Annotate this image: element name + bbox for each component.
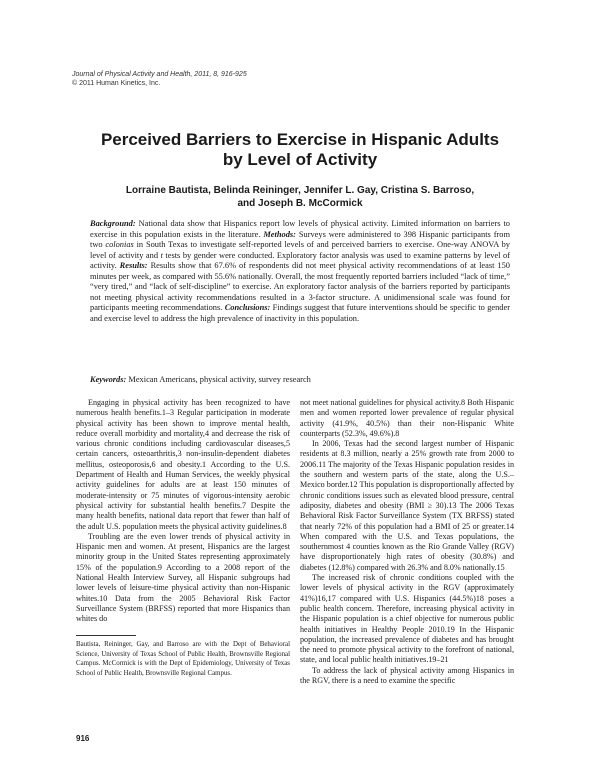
author-line-1: Lorraine Bautista, Belinda Reininger, Jennifer L. Gay, Cristina S. Barroso,: [125, 185, 475, 196]
body-column-left: [76, 398, 290, 625]
abstract: [90, 219, 510, 324]
abstract-results-text: Results show that 67.6% of respondents did not meet physical activity recommendations of at least 150 minutes per week, as compared with 55.6% nationally. Overall, the most frequently reported barriers included “lack of time,” “very tired,” and “lack of self-discipline” to exercise. An exploratory factor analysis of the barriers reported by participants not meeting physical activity recommendations resulted in a 3-factor structure. A unidimensional scale was found for participants meeting recommendations.: [90, 261, 510, 312]
copyright-line: © 2011 Human Kinetics, Inc.: [72, 80, 161, 88]
abstract-methods-label: Methods:: [263, 229, 296, 239]
abstract-methods-text-b: in South Texas to investigate self-reported levels of and perceived barriers to exercise. One-way ANOVA by level of activity and: [90, 240, 510, 260]
author-list: [80, 184, 520, 210]
author-affiliation-footnote: Bautista, Reininger, Gay, and Barroso are with the Dept of Behavioral Science, University of Texas School of Public Health, Brownsville Regional Campus. McCormick is with the Dept of Epidemiology, University of Texas School of Public Health, Brownsville Regional Campus.: [76, 641, 290, 677]
keywords-text: Mexican Americans, physical activity, survey research: [126, 375, 311, 384]
keywords: [90, 375, 510, 386]
abstract-paragraph: [90, 219, 510, 324]
author-line-2: and Joseph B. McCormick: [237, 198, 363, 209]
abstract-background-text: National data show that Hispanics report low levels of physical activity. Limited information on barriers to exercise in this population exists in the literature.: [90, 219, 510, 239]
body-paragraph: In 2006, Texas had the second largest number of Hispanic residents at 8.3 million, nearly a 25% growth rate from 2000 to 2006.11 The majority of the Texas Hispanic population resides in the southern and western parts of the state, along the U.S.–Mexico border.12 This population is disproportionally affected by chronic conditions issues such as elevated blood pressure, central adiposity, diabetes and obesity (BMI ≥ 30).13 The 2006 Texas Behavioral Risk Factor Surveillance System (TX BRFSS) stated that nearly 72% of this population had a BMI of 25 or greater.14 When compared with the U.S. and Texas populations, the southernmost 4 counties known as the Rio Grande Valley (RGV) have disproportionately high rates of obesity (30.8%) and diabetes (12.8%) compared with 26.3% and 8.0% nationally.15: [300, 439, 514, 572]
journal-header: [72, 70, 372, 89]
footnote-divider: [76, 635, 136, 636]
keywords-label: Keywords:: [90, 375, 127, 384]
body-column-right: [300, 398, 514, 686]
abstract-results-label: Results:: [119, 261, 148, 270]
body-paragraph: not meet national guidelines for physical activity.8 Both Hispanic men and women reported lower prevalence of regular physical activity (41.9%, 40.5%) than their non-Hispanic White counterparts (52.3%, 49.6%).8: [300, 398, 514, 438]
abstract-conclusions-label: Conclusions:: [224, 303, 271, 312]
article-title-line-1: Perceived Barriers to Exercise in Hispanic Adults: [100, 130, 500, 149]
abstract-conclusions-text: Findings suggest that future interventions should be specific to gender and exercise level to address the high prevalence of inactivity in this population.: [90, 303, 510, 323]
body-paragraph: Engaging in physical activity has been recognized to have numerous health benefits.1–3 Regular participation in moderate physical activity has been shown to improve mental health, reduce overall morbidity and mortality,4 and decrease the risk of various chronic conditions including cardiovascular diseases,5 certain cancers, osteoarthritis,3 non-insulin-dependent diabetes mellitus, osteoporosis,6 and obesity.1 According to the U.S. Department of Health and Human Services, the weekly physical activity guidelines for adults are at least 150 minutes of moderate-intensity or 75 minutes of vigorous-intensity aerobic physical activity for substantial health benefits.7 Despite the many health benefits, national data report that fewer than half of the adult U.S. population meets the physical activity guidelines.8: [76, 398, 290, 531]
article-title-line-2: by Level of Activity: [222, 150, 378, 169]
body-paragraph: Troubling are the even lower trends of physical activity in Hispanic men and women. At present, Hispanics are the largest minority group in the United States representing approximately 15% of the population.9 According to a 2008 report of the National Health Interview Survey, all Hispanic subgroups had lower levels of leisure-time physical activity than non-Hispanic whites.10 Data from the 2005 Behavioral Risk Factor Surveillance System (BRFSS) reported that more Hispanics than whites do: [76, 531, 290, 624]
abstract-methods-text-c: tests by gender were conducted. Exploratory factor analysis was used to examine patterns by level of activity.: [90, 250, 510, 270]
abstract-methods-text-a: Surveys were administered to 398 Hispanic participants from two: [90, 229, 510, 249]
abstract-methods-italic-colonias: colonias: [105, 240, 134, 249]
article-title: [60, 130, 540, 170]
body-paragraph: To address the lack of physical activity among Hispanics in the RGV, there is a need to examine the specific: [300, 665, 514, 686]
body-paragraph: The increased risk of chronic conditions coupled with the lower levels of physical activity in the RGV (approximately 41%)16,17 compared with U.S. Hispanics (44.5%)18 poses a public health concern. Therefore, increasing physical activity in the Hispanic population is a chief objective for numerous public health initiatives in Healthy People 2010.19 In the Hispanic population, the increased prevalence of diabetes and has brought the need to promote physical activity to the forefront of national, state, and local public health initiatives.19–21: [300, 573, 514, 665]
abstract-background-label: Background:: [90, 219, 136, 228]
journal-citation: Journal of Physical Activity and Health, 2011, 8, 916-925: [72, 71, 247, 78]
abstract-methods-italic-t: t: [160, 250, 163, 260]
page-number: 916: [76, 734, 90, 743]
